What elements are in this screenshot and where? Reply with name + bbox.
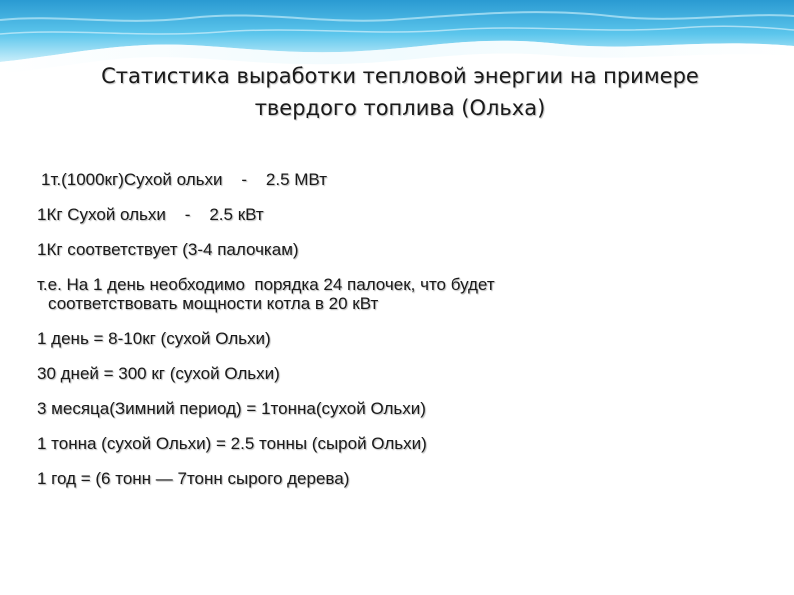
body-item-9	[37, 469, 637, 488]
body-item-text: 1 день = 8-10кг (сухой Ольхи)	[37, 329, 271, 348]
body-item-1	[37, 170, 637, 189]
body-item-text: 1Кг соответствует (3-4 палочкам)	[37, 240, 299, 259]
body-item-5	[37, 329, 637, 348]
slide-title-line-2: твердого топлива (Ольха)	[254, 96, 546, 120]
body-item-text: 3 месяца(Зимний период) = 1тонна(сухой Ольхи)	[37, 399, 426, 418]
body-item-text-continuation: соответствовать мощности котла в 20 кВт	[48, 294, 379, 313]
body-item-text: 30 дней = 300 кг (сухой Ольхи)	[37, 364, 280, 383]
slide-body	[37, 170, 637, 504]
body-item-7	[37, 399, 637, 418]
body-item-text: 1т.(1000кг)Сухой ольхи - 2.5 МВт	[41, 170, 327, 189]
body-item-4	[37, 275, 637, 313]
body-item-text: 1 тонна (сухой Ольхи) = 2.5 тонны (сырой Ольхи)	[37, 434, 427, 453]
body-item-6	[37, 364, 637, 383]
body-item-2	[37, 205, 637, 224]
body-item-8	[37, 434, 637, 453]
body-item-text: 1 год = (6 тонн — 7тонн сырого дерева)	[37, 469, 350, 488]
body-item-3	[37, 240, 637, 259]
body-item-text: 1Кг Сухой ольхи - 2.5 кВт	[37, 205, 264, 224]
body-item-text: т.е. На 1 день необходимо порядка 24 палочек, что будет	[37, 275, 495, 294]
slide-title-line-1: Статистика выработки тепловой энергии на примере	[101, 64, 699, 88]
slide-title	[60, 60, 740, 124]
